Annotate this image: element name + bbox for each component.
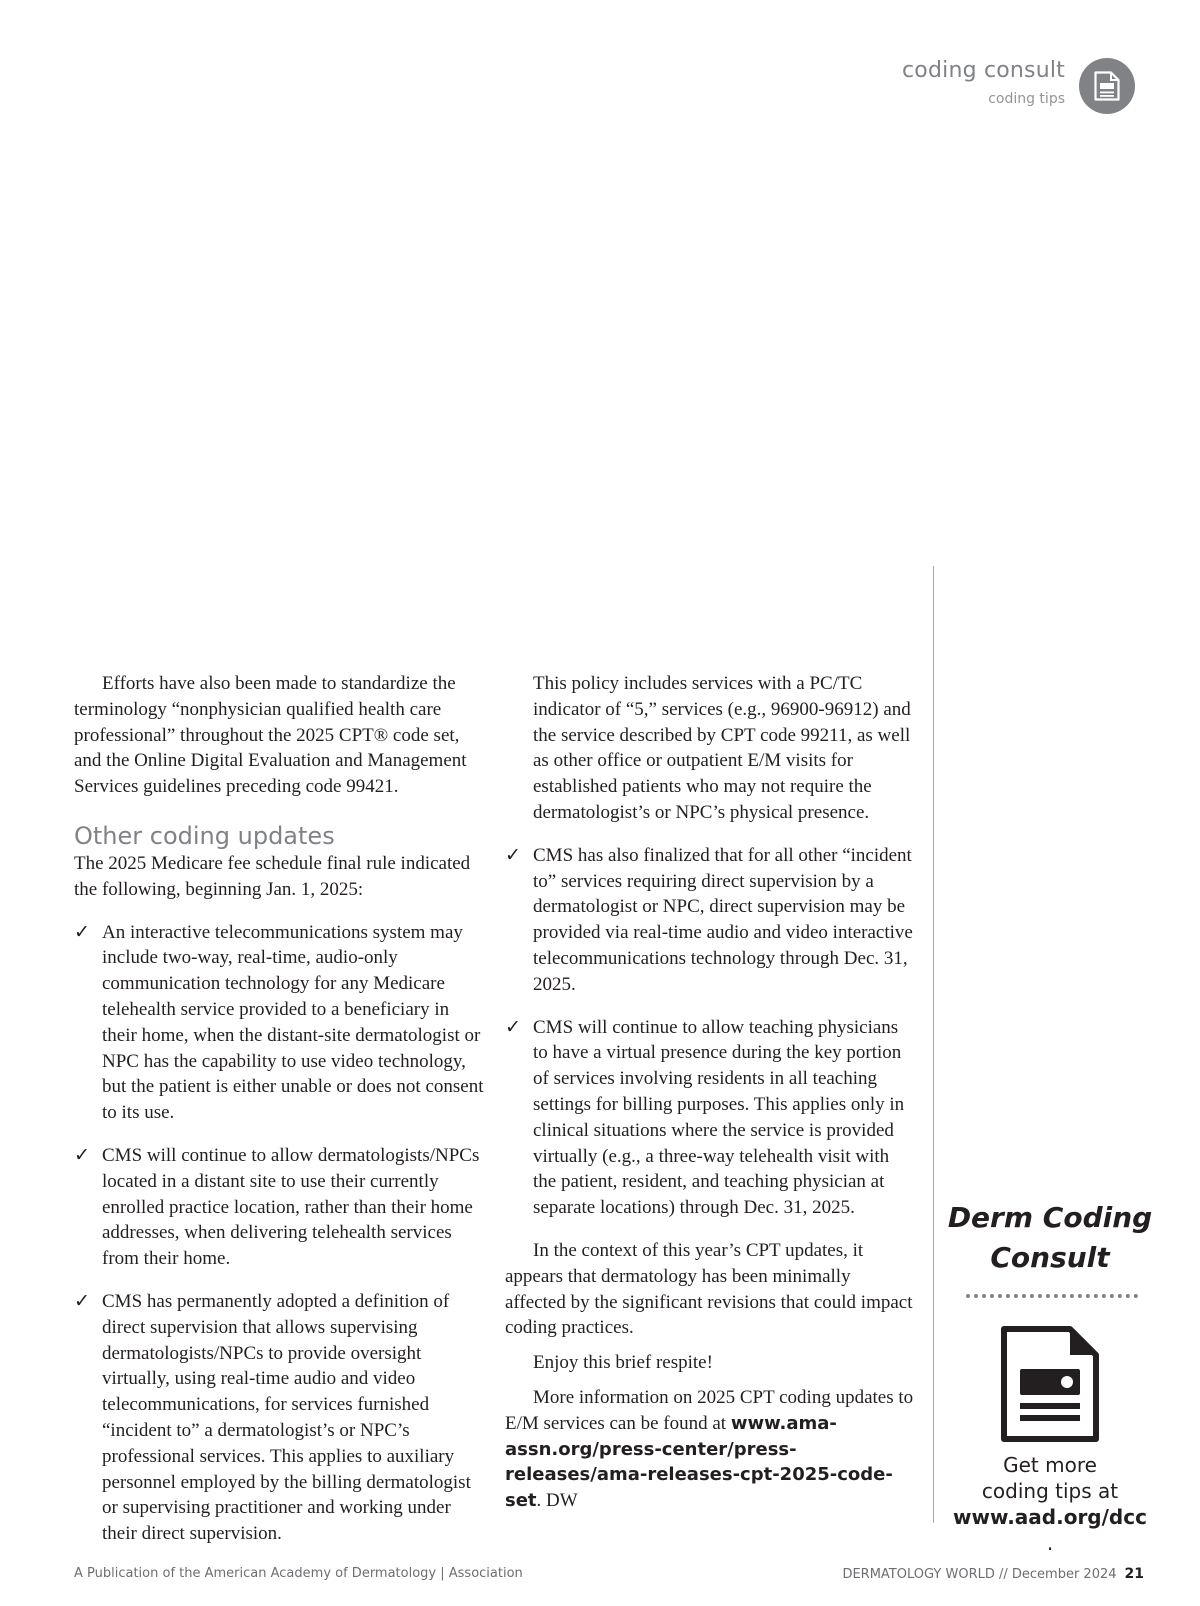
- list-item: [74, 1143, 484, 1272]
- sidebar-title-line-2: Consult: [990, 1241, 1110, 1274]
- list-item: [74, 920, 484, 1126]
- checkmark-icon: ✓: [505, 1016, 521, 1038]
- cta-line-1: Get more: [1003, 1453, 1097, 1477]
- document-icon: [1094, 71, 1120, 101]
- header-badge: [1079, 58, 1135, 114]
- article-column-left: [74, 671, 484, 1564]
- bullet-list-left: [74, 920, 484, 1547]
- section-title: coding consult: [902, 58, 1065, 83]
- respite-paragraph: Enjoy this brief respite!: [533, 1352, 713, 1374]
- list-item: [74, 1289, 484, 1547]
- document-icon: [1000, 1325, 1100, 1443]
- ama-cpt-link[interactable]: www.ama-assn.org/press-center/press-releases/ama-releases-cpt-2025-code-set: [505, 1412, 893, 1512]
- continuation-paragraph: This policy includes services with a PC/TC indicator of “5,” services (e.g., 96900-96912) and the service described by CPT code 99211, as well as other office or outpatient E/M visits for established patients who may not require the dermatologist’s or NPC’s physical presence.: [533, 673, 911, 823]
- bullet-list-right: [505, 843, 915, 1221]
- section-subtitle: coding tips: [988, 91, 1065, 107]
- list-item-text: An interactive telecommunications system may include two-way, real-time, audio-only communication technology for any Medicare telehealth service provided to a beneficiary in their home, when the distant-site dermatologist or NPC has the capability to use video technology, but the patient is either unable or does not consent to its use.: [102, 921, 484, 1124]
- article-column-right: [505, 671, 915, 1514]
- list-item-text: CMS will continue to allow dermatologists/NPCs located in a distant site to use their currently enrolled practice location, rather than their home addresses, when delivering telehealth services from their home.: [102, 1144, 480, 1270]
- more-info-paragraph: [505, 1385, 915, 1514]
- closing-paragraph: In the context of this year’s CPT updates, it appears that dermatology has been minimally affected by the significant revisions that could impact coding practices.: [505, 1239, 913, 1339]
- footer-magazine: [842, 1566, 1144, 1582]
- sidebar-divider: [933, 566, 934, 1523]
- intro-paragraph: Efforts have also been made to standardize the terminology “nonphysician qualified health care professional” throughout the 2025 CPT® code set, and the Online Digital Evaluation and Management Services guidelines preceding code 99421.: [74, 673, 467, 798]
- subheading-other-coding-updates: Other coding updates: [74, 821, 335, 850]
- list-item: [505, 843, 915, 998]
- list-item: [505, 1015, 915, 1221]
- list-item-text: CMS has permanently adopted a definition of direct supervision that allows supervising dermatologists/NPCs to provide oversight virtually, using real-time audio and video telecommunications, for services furnished “incident to” a dermatologist’s or NPC’s professional services. This applies to auxiliary personnel employed by the billing dermatologist or supervising practitioner and working under their direct supervision.: [102, 1290, 471, 1545]
- sidebar-title-line-1: Derm Coding: [947, 1201, 1153, 1234]
- footer-publisher: A Publication of the American Academy of Dermatology | Association: [74, 1566, 523, 1581]
- checkmark-icon: ✓: [74, 921, 90, 943]
- sidebar-title: [945, 1198, 1155, 1278]
- lead-paragraph: The 2025 Medicare fee schedule final rule indicated the following, beginning Jan. 1, 2025:: [74, 852, 471, 900]
- dotted-divider: [966, 1294, 1138, 1298]
- page-number: 21: [1124, 1566, 1144, 1582]
- checkmark-icon: ✓: [74, 1144, 90, 1166]
- sidebar-cta: [945, 1452, 1155, 1556]
- list-item-text: CMS has also finalized that for all other “incident to” services requiring direct supervision by a dermatologist or NPC, direct supervision may be provided via real-time audio and video interactive telecommunications technology through Dec. 31, 2025.: [533, 844, 913, 995]
- checkmark-icon: ✓: [74, 1290, 90, 1312]
- cta-line-2: coding tips at: [981, 1479, 1119, 1503]
- cta-end: .: [1046, 1531, 1054, 1555]
- cta-line-3: [945, 1504, 1155, 1556]
- more-info-text: More information on 2025 CPT coding updates to E/M services can be found at: [505, 1386, 914, 1434]
- footer-magazine-title: DERMATOLOGY WORLD // December 2024: [842, 1567, 1117, 1582]
- list-item-text: CMS will continue to allow teaching physicians to have a virtual presence during the key portion of services involving residents in all teaching settings for billing purposes. This applies only in clinical situations where the service is provided virtually (e.g., a three-way telehealth visit with the patient, resident, and teaching physician at separate locations) through Dec. 31, 2025.: [533, 1016, 905, 1219]
- more-info-end: . DW: [536, 1490, 578, 1512]
- checkmark-icon: ✓: [505, 844, 521, 866]
- aad-dcc-link[interactable]: www.aad.org/dcc: [953, 1505, 1147, 1529]
